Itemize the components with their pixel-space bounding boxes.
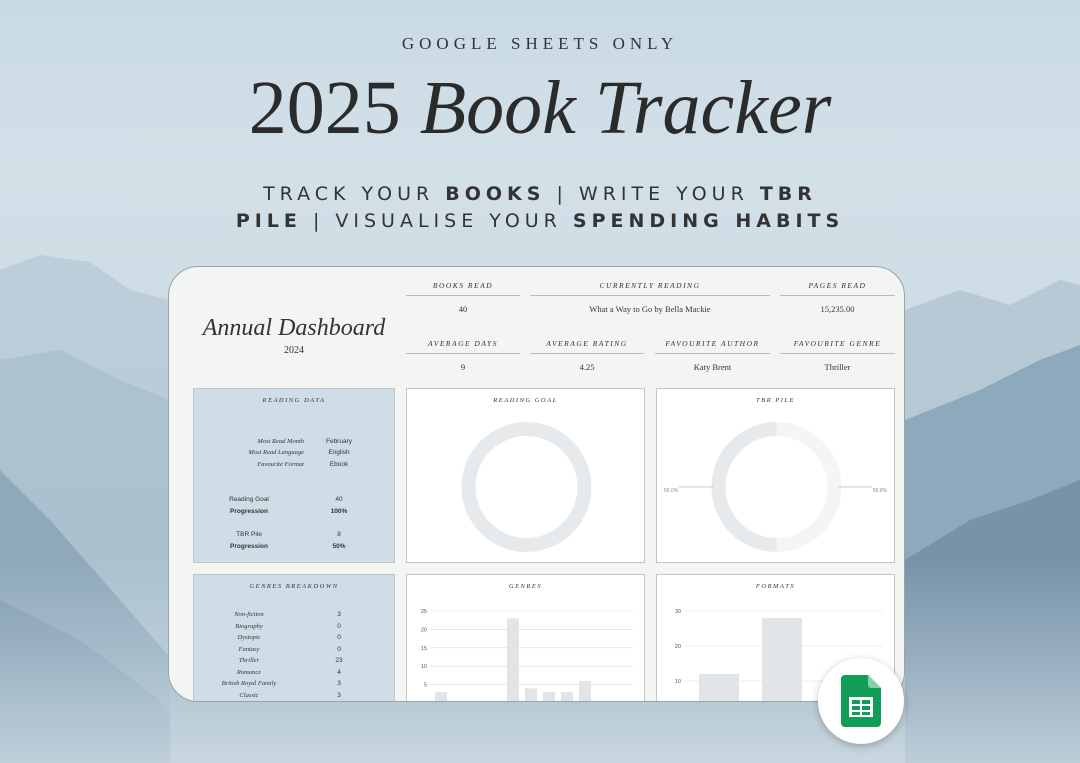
google-sheets-badge (818, 658, 904, 744)
bar (762, 618, 802, 702)
bar (507, 618, 519, 702)
rd-label: Progression (230, 508, 268, 515)
bar (543, 692, 555, 702)
bar (435, 692, 447, 702)
tagline-bold: SPENDING HABITS (572, 210, 845, 232)
google-sheets-icon (841, 675, 881, 727)
hero-title (0, 66, 1080, 150)
genres-breakdown-title: GENRES BREAKDOWN (249, 583, 339, 590)
tbr-label-left: 50.0% (664, 488, 679, 494)
y-tick-label: 20 (674, 644, 681, 650)
genre-breakdown-value: 0 (337, 622, 341, 630)
y-tick-label: 20 (420, 627, 427, 634)
rd-value: English (328, 449, 350, 456)
y-tick-label: 25 (420, 609, 427, 615)
donut-slice (469, 429, 585, 545)
y-tick-label: 10 (420, 664, 427, 671)
rd-value: 8 (337, 531, 341, 538)
tbr-pile-panel (656, 388, 895, 563)
tbr-pile-chart (657, 389, 896, 564)
genre-breakdown-label: Biography (235, 622, 263, 630)
stat-label-favourite-genre: FAVOURITE GENRE (780, 339, 895, 354)
stat-label-pages-read: PAGES READ (780, 281, 895, 296)
y-tick-label (424, 701, 427, 702)
tagline-part: TRACK YOUR (263, 183, 446, 205)
genres-bar-chart (407, 575, 646, 702)
reading-data-panel (193, 388, 395, 563)
bar (561, 692, 573, 702)
genre-breakdown-label: Non-fiction (234, 611, 264, 618)
rd-value: 100% (330, 508, 348, 515)
donut-slice (712, 422, 777, 552)
genre-breakdown-value: 3 (337, 691, 341, 699)
tagline-bold: PILE (235, 210, 302, 232)
stat-value-favourite-genre: Thriller (824, 362, 851, 372)
genre-breakdown-value: 4 (337, 668, 341, 676)
rd-value: Ebook (329, 461, 349, 468)
title-main: Book Tracker (419, 66, 832, 150)
formats-chart-title: FORMATS (755, 583, 796, 590)
rd-label: Progression (230, 543, 268, 550)
rd-label: Most Read Month (257, 438, 304, 445)
reading-data-title: READING DATA (262, 397, 326, 404)
stat-label-currently-reading: CURRENTLY READING (530, 281, 770, 296)
genre-breakdown-label: Dystopic (237, 634, 261, 641)
genre-breakdown-value: 3 (337, 611, 341, 618)
stat-value-currently-reading: What a Way to Go by Bella Mackie (589, 304, 711, 314)
genres-breakdown-panel (193, 574, 395, 702)
y-tick-label: 30 (674, 609, 681, 615)
genre-breakdown-label: Romance (236, 668, 262, 676)
stat-label-favourite-author: FAVOURITE AUTHOR (655, 339, 770, 354)
bar (699, 674, 739, 702)
tagline-part: | VISUALISE YOUR (301, 210, 573, 232)
stat-value-average-days: 9 (460, 362, 466, 372)
dashboard-card (168, 266, 905, 702)
rd-label: Most Read Language (248, 449, 304, 456)
genre-breakdown-label: Fantasy (238, 645, 260, 653)
genre-breakdown-value: 0 (337, 634, 341, 641)
genre-breakdown-label: British Royal Family (221, 680, 277, 687)
rd-value: 50% (332, 543, 346, 550)
genre-breakdown-value: 0 (337, 645, 341, 653)
stat-label-average-rating: AVERAGE RATING (530, 339, 644, 354)
genre-breakdown-value: 23 (335, 657, 343, 664)
donut-slice (777, 422, 842, 552)
stat-value-pages-read: 15,235.00 (820, 304, 855, 314)
rd-label: Favourite Format (257, 461, 304, 468)
genre-breakdown-label: Thriller (238, 657, 260, 664)
stat-label-books-read: BOOKS READ (406, 281, 520, 296)
dashboard-year: 2024 (284, 345, 304, 356)
genre-breakdown-value: 3 (337, 680, 341, 687)
tagline (170, 181, 910, 235)
rd-label: Reading Goal (229, 496, 269, 503)
rd-value: February (325, 438, 352, 445)
bar (579, 681, 591, 702)
stat-value-favourite-author: Katy Brent (693, 362, 732, 372)
genre-breakdown-label: Classic (239, 691, 259, 699)
reading-goal-title: READING GOAL (493, 397, 558, 404)
tagline-bold: TBR (759, 183, 817, 205)
genres-chart-title: GENRES (508, 583, 543, 590)
rd-label: TBR Pile (236, 531, 262, 538)
tbr-pile-title: TBR PILE (756, 397, 795, 404)
reading-goal-panel (406, 388, 645, 563)
reading-goal-chart (407, 389, 646, 564)
y-tick-label: 5 (423, 682, 427, 689)
tagline-part: | WRITE YOUR (545, 183, 760, 205)
y-tick-label: 15 (420, 645, 427, 652)
tbr-label-right: 50.0% (872, 488, 887, 494)
stat-label-average-days: AVERAGE DAYS (406, 339, 520, 354)
genres-chart-panel (406, 574, 645, 702)
stat-value-average-rating: 4.25 (579, 362, 595, 372)
y-tick-label: 10 (674, 679, 681, 685)
bar (525, 688, 537, 702)
dashboard-title: Annual Dashboard (202, 315, 386, 341)
title-year: 2025 (248, 66, 401, 150)
tagline-bold: BOOKS (445, 183, 546, 205)
kicker-text: GOOGLE SHEETS ONLY (401, 34, 679, 53)
stat-value-books-read: 40 (458, 304, 468, 314)
rd-value: 40 (335, 496, 343, 503)
